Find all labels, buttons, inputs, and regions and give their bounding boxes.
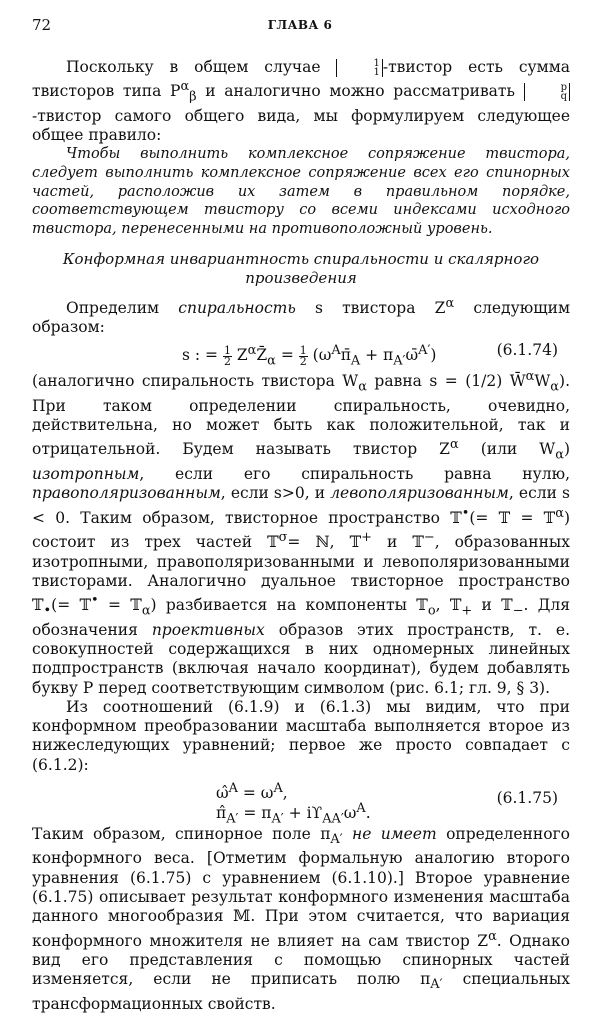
running-header xyxy=(32,16,568,38)
twistor-valence-p-q: p q xyxy=(524,83,570,101)
equation-number: (6.1.74) xyxy=(496,341,558,360)
conclusion-paragraph: Таким образом, спинорное поле $\pi_{A'}$ не имеет определенного конформного веса. [Отметим формальную аналогию второго уравнения (6.1.75) с уравнением (6.1.10).] Второе уравнение (6.1.75) описывает результат конформного изменения масштаба данного многообразия 𝕄. При этом считается, что вариация конформного множителя не влияет на сам твистор $Z^\alpha$. Однако вид его представления с помощью спинорных частей изменяется, если не приписать полю $\pi_{A'}$ специальных трансформационных свойств. xyxy=(32,825,571,1013)
conjugation-rule: Чтобы выполнить комплексное сопряжение твистора, следует выполнить комплексное сопряжение всех его спинорных частей, расположив их затем в правильном порядке, соответствующем твистору со всеми индексами исходного твистора, перенесенными на противоположный уровень. xyxy=(32,146,570,237)
page-body xyxy=(32,58,570,1014)
twistor-valence-1-1: 1 1 xyxy=(336,59,382,77)
equation-number: (6.1.75) xyxy=(496,789,558,808)
helicity-definition: Определим спиральность s твистора $Z^\alpha$ следующим образом: xyxy=(32,295,570,337)
equation-line-2: $\pî_{A'} = \pi_{A'} + iϒ_{AA'}\omega^A$. xyxy=(216,801,371,827)
helicity-paragraph: (аналогично спиральность твистора $W_\alpha$ равна s = (1/2) $W̄^\alpha W_\alpha$). При таком определении спиральность, очевидно, действительна, но может быть как положительной, так и отрицательной. Будем называть твистор $Z^\alpha$ (или $W_\alpha$) изотропным, если его спиральность равна нулю, правополяризованным, если s>0, и левополяризованным, если s < 0. Таким образом, твисторное пространство 𝕋•(= 𝕋 = 𝕋$^\alpha$) состоит из трех частей 𝕋$^\sigma$= ℕ, 𝕋+ и 𝕋−, образованных изотропными, правополяризованными и левополяризованными твисторами. Аналогично дуальное твисторное пространство 𝕋$_•$(= 𝕋• = 𝕋$_\alpha$) разбивается на компоненты 𝕋$_o$, 𝕋$_+$ и 𝕋$_-$. Для обозначения проективных образов этих пространств, т. е. совокупностей содержащихся в них одномерных линейных подпространств (включая начало координат), будем добавлять букву P перед соответствующим символом (рис. 6.1; гл. 9, § 3). xyxy=(32,369,571,697)
page-number: 72 xyxy=(32,16,52,34)
intro-paragraph: Поскольку в общем случае 1 1 -твистор есть сумма твисторов типа $P^\alpha_\beta$ и аналогично можно рассматривать p q -твистор самого общего вида, мы формулируем следующее общее правило: xyxy=(32,58,570,145)
section-heading: Конформная инвариантность спиральности и скалярного произведения xyxy=(62,250,540,287)
equation-formula: s : = $\frac{1}{2}$ $Z^\alpha Z̄_\alpha$ = $\frac{1}{2}$ ($\omega^A\pī_A$ + $\pi_{A'}\omegā^{A'}$) xyxy=(182,343,437,369)
conformal-paragraph: Из соотношений (6.1.9) и (6.1.3) мы видим, что при конформном преобразовании масштаба выполняется второе из нижеследующих уравнений; первое же просто совпадает с (6.1.2): xyxy=(32,697,570,774)
equation-line-1: ω̂$^A$ = $\omega^A$, xyxy=(216,781,288,803)
equation-6-1-75 xyxy=(32,779,570,827)
chapter-title: ГЛАВА 6 xyxy=(267,18,333,32)
equation-6-1-74 xyxy=(32,340,570,369)
